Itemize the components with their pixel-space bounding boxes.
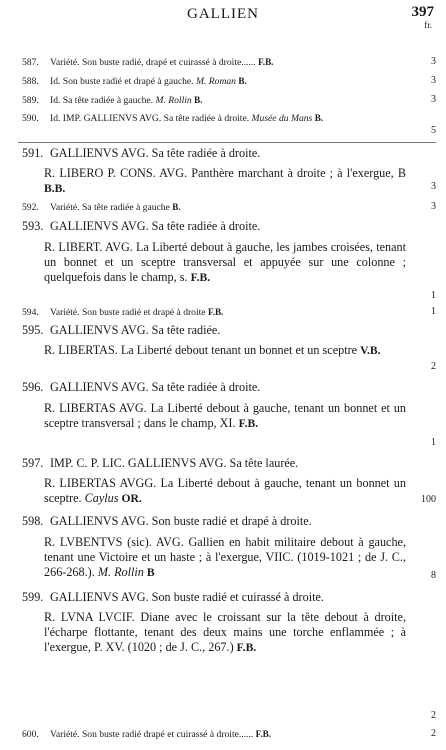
reverse-593: R. LIBERT. AVG. La Liberté debout à gauche, les jambes croisées, tenant un bonnet et un sceptre transversal et appuyée sur une colonne ; quelquefois dans le champ, s. F.B. [44, 240, 406, 284]
entry-595: 595. GALLIENVS AVG. Sa tête radiée. [22, 323, 221, 337]
reverse-599: R. LVNA LVCIF. Diane avec le croissant sur la tête debout à droite, l'écharpe flottante, tenant des deux mains une torche enflammée ; à l'exergue, P. XV. (1020 ; de J. C., 267.) F.B. [44, 610, 406, 654]
page-number: 397 [411, 4, 434, 20]
reverse-596: R. LIBERTAS AVG. La Liberté debout à gauche, tenant un bonnet et un sceptre transversal ; dans le champ, XI. F.B. [44, 401, 406, 430]
price-597: 100 [421, 494, 436, 505]
price-590: 5 [431, 125, 436, 136]
entry-600: 600. Variété. Son buste radié drapé et cuirassé à droite...... F.B. [22, 729, 272, 740]
price-600: 2 [431, 728, 436, 739]
price-594: 1 [431, 306, 436, 317]
price-596: 1 [431, 437, 436, 448]
page-title: GALLIEN [187, 6, 259, 22]
entry-598: 598. GALLIENVS AVG. Son buste radié et drapé à droite. [22, 514, 312, 528]
entry-597: 597. IMP. C. P. LIC. GALLIENVS AVG. Sa tête laurée. [22, 456, 299, 470]
entry-596: 596. GALLIENVS AVG. Sa tête radiée à droite. [22, 380, 261, 394]
entry-594: 594. Variété. Son buste radié et drapé à droite F.B. [22, 307, 224, 318]
entry-591: 591. GALLIENVS AVG. Sa tête radiée à droite. [22, 146, 261, 160]
price-598: 8 [431, 570, 436, 581]
entry-588: 588. Id. Son buste radié et drapé à gauche. M. Roman B. [22, 76, 247, 87]
price-592: 3 [431, 201, 436, 212]
divider [18, 142, 436, 143]
reverse-597: R. LIBERTAS AVGG. La Liberté debout à gauche, tenant un bonnet un sceptre. Caylus OR. [44, 476, 406, 505]
entry-587: 587. Variété. Son buste radié, drapé et cuirassé à droite...... F.B. [22, 57, 274, 68]
price-588: 3 [431, 75, 436, 86]
reverse-591: R. LIBERO P. CONS. AVG. Panthère marchant à droite ; à l'exergue, B B.B. [44, 166, 406, 195]
column-label-currency: fr. [424, 20, 432, 30]
price-593: 1 [431, 290, 436, 301]
price-595: 2 [431, 361, 436, 372]
entry-590: 590. Id. IMP. GALLIENVS AVG. Sa tête radiée à droite. Musée du Mans B. [22, 113, 324, 124]
price-591: 3 [431, 181, 436, 192]
entry-589: 589. Id. Sa tête radiée à gauche. M. Rollin B. [22, 95, 203, 106]
reverse-598: R. LVBENTVS (sic). AVG. Gallien en habit militaire debout à gauche, tenant une Victoire et un haste ; à l'exergue, VIIC. (1019-1021 ; de J. C., 266-268.). M. Rollin B [44, 535, 406, 579]
price-599: 2 [431, 710, 436, 721]
entry-599: 599. GALLIENVS AVG. Son buste radié et cuirassé à droite. [22, 590, 324, 604]
price-587: 3 [431, 56, 436, 67]
reverse-595: R. LIBERTAS. La Liberté debout tenant un bonnet et un sceptre V.B. [44, 343, 381, 357]
price-589: 3 [431, 94, 436, 105]
entry-592: 592. Variété. Sa tête radiée à gauche B. [22, 202, 181, 213]
entry-593: 593. GALLIENVS AVG. Sa tête radiée à droite. [22, 219, 261, 233]
